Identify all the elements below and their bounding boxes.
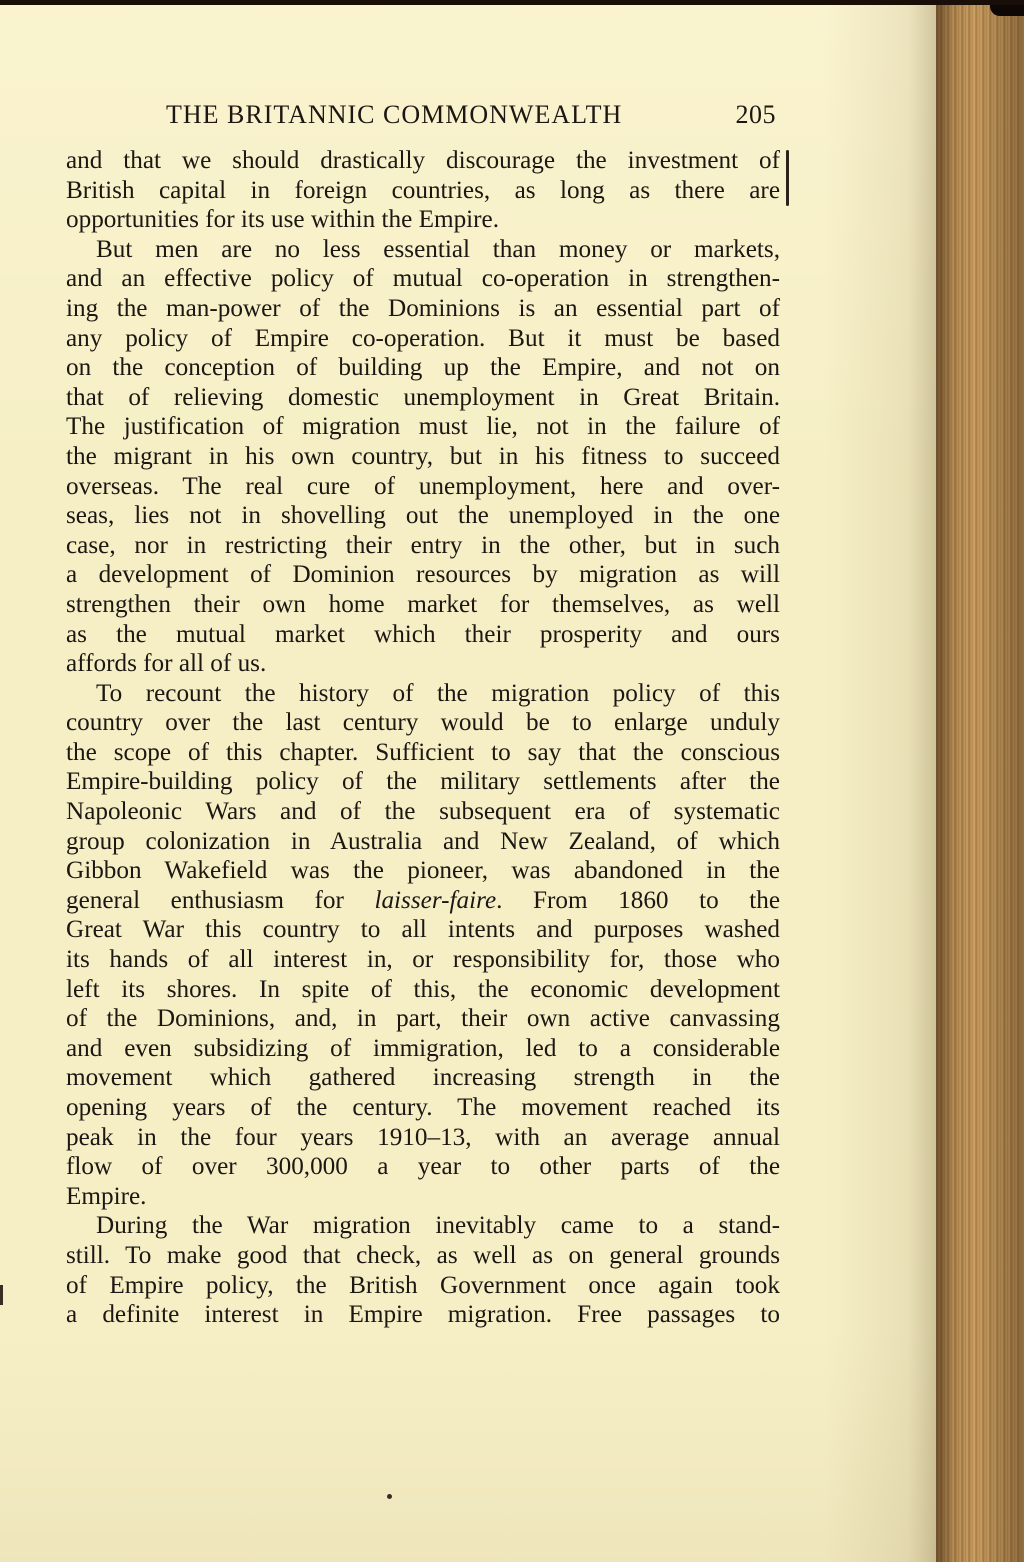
text-line: opening years of the century. The movement reached its (66, 1094, 780, 1121)
text-line: British capital in foreign countries, as long as there are (66, 176, 780, 204)
paragraph-1 (66, 146, 780, 235)
text-line: Gibbon Wakefield was the pioneer, was abandoned in the (66, 857, 780, 885)
page-header (166, 100, 776, 140)
paragraph-4 (66, 1211, 780, 1329)
text-line: its hands of all interest in, or responsibility for, those who (66, 946, 780, 974)
text-line: the scope of this chapter. Sufficient to say that the conscious (66, 738, 780, 766)
text-line: overseas. The real cure of unemployment, here and over- (66, 472, 780, 500)
text-line: seas, lies not in shovelling out the unemployed in the one (66, 502, 780, 530)
text-line: the migrant in his own country, but in his fitness to succeed (66, 442, 780, 470)
paragraph-2 (66, 235, 780, 679)
text-line: But men are no less essential than money or markets, (96, 235, 780, 263)
text-line: a definite interest in Empire migration. Free passages to (66, 1301, 780, 1329)
text-line: During the War migration inevitably came to a stand- (96, 1212, 780, 1240)
text-line: any policy of Empire co-operation. But it must be based (66, 324, 780, 352)
text-line-with-italic (66, 886, 780, 916)
page-top-edge (0, 0, 1024, 5)
text-line: group colonization in Australia and New Zealand, of which (66, 827, 780, 855)
text-line: Napoleonic Wars and of the subsequent era of systematic (66, 798, 780, 826)
text-line: and even subsidizing of immigration, led to a considerable (66, 1034, 780, 1062)
text-line: The justification of migration must lie, not in the failure of (66, 413, 780, 441)
text-segment: general enthusiasm for (66, 886, 375, 914)
text-line: strengthen their own home market for themselves, as well (66, 590, 780, 618)
margin-line-mark (786, 150, 789, 206)
italic-term: laisser-faire (374, 886, 497, 914)
paragraph-3 (66, 679, 780, 1212)
text-line: ing the man-power of the Dominions is an essential part of (66, 294, 780, 322)
text-line: as the mutual market which their prosperity and ours (66, 620, 780, 648)
text-line: Great War this country to all intents and purposes washed (66, 916, 780, 944)
text-line: still. To make good that check, as well as on general grounds (66, 1241, 780, 1269)
text-line: on the conception of building up the Empire, and not on (66, 354, 780, 382)
margin-blemish (0, 1285, 3, 1305)
text-line: left its shores. In spite of this, the economic development (66, 975, 780, 1003)
text-line: a development of Dominion resources by migration as will (66, 561, 780, 589)
text-segment: . From 1860 to the (496, 886, 780, 914)
text-line: affords for all of us. (66, 650, 267, 678)
text-line: and that we should drastically discourage the investment of (66, 147, 780, 174)
print-speck (387, 1494, 392, 1499)
text-line: of the Dominions, and, in part, their own active canvassing (66, 1005, 780, 1033)
text-line: peak in the four years 1910–13, with an average annual (66, 1123, 780, 1151)
text-line: case, nor in restricting their entry in the other, but in such (66, 531, 780, 559)
text-line: of Empire policy, the British Government once again took (66, 1271, 780, 1299)
text-line: flow of over 300,000 a year to other parts of the (66, 1153, 780, 1181)
text-line: country over the last century would be to enlarge unduly (66, 709, 780, 737)
text-line: Empire. (66, 1182, 147, 1210)
text-line: that of relieving domestic unemployment in Great Britain. (66, 383, 780, 411)
text-line: Empire-building policy of the military settlements after the (66, 768, 780, 796)
running-head: THE BRITANNIC COMMONWEALTH (166, 100, 623, 129)
body-text (66, 146, 780, 1330)
text-line: movement which gathered increasing strength in the (66, 1064, 780, 1092)
text-line: To recount the history of the migration policy of this (96, 679, 780, 707)
page-number: 205 (735, 100, 776, 129)
spine-shadow (936, 0, 1024, 1562)
text-line: opportunities for its use within the Empire. (66, 206, 500, 234)
text-line: and an effective policy of mutual co-operation in strengthen- (66, 265, 780, 293)
